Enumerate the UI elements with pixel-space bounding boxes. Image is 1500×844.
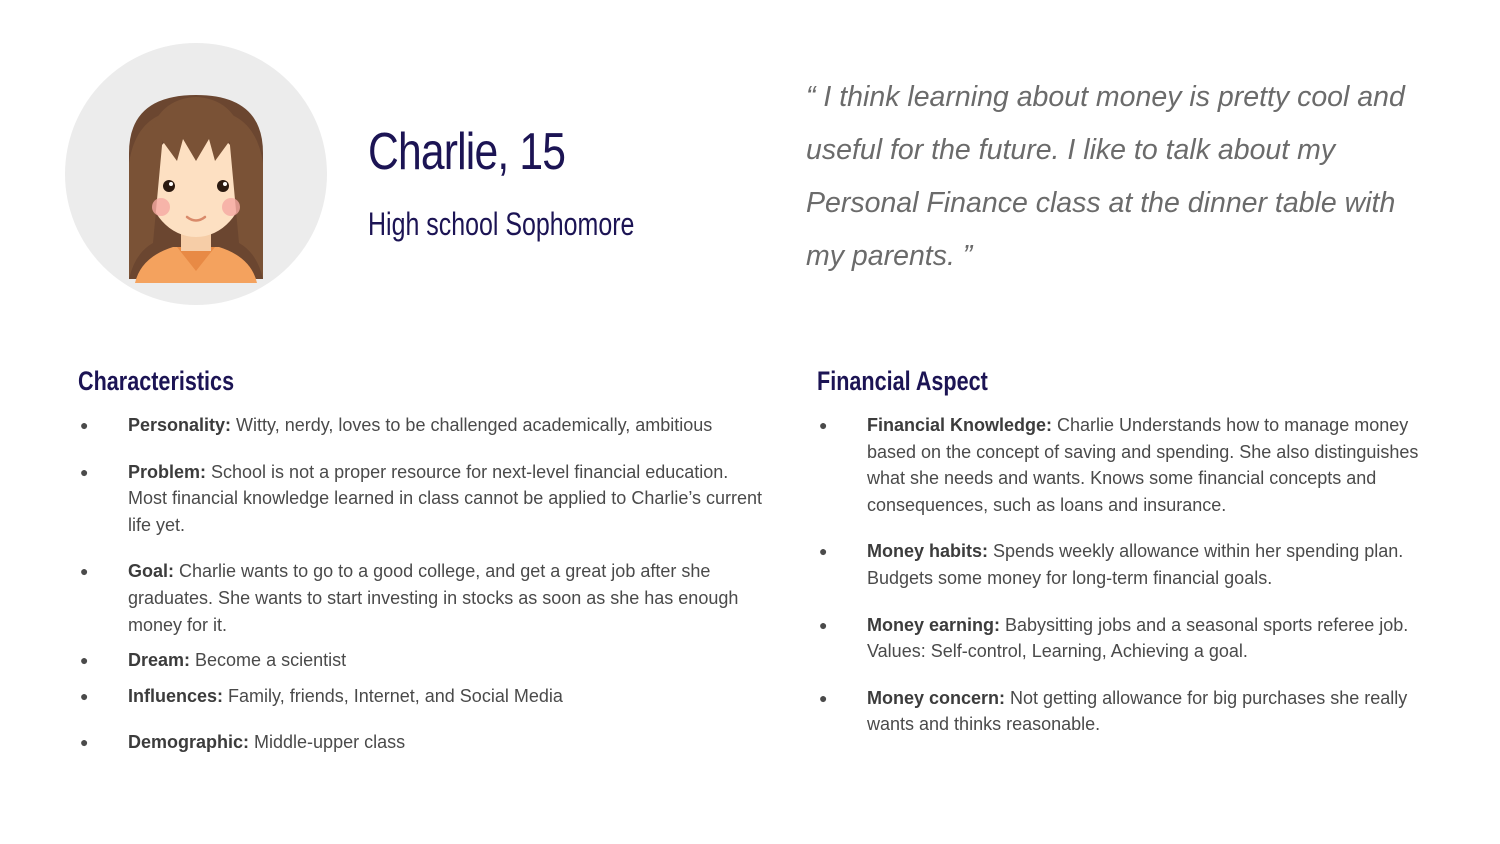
item-label: Financial Knowledge:	[867, 415, 1053, 435]
item-text: Charlie wants to go to a good college, and get a great job after she graduates. She wants to start investing in stocks as soon as she has enough money for it.	[128, 561, 739, 635]
list-item	[817, 538, 1457, 591]
bullet-icon: ●	[80, 687, 89, 704]
persona-quote: “ I think learning about money is pretty cool and useful for the future. I like to talk about my Personal Finance class at the dinner table with my parents. ”	[806, 81, 1405, 272]
financial-aspect-section	[817, 364, 1457, 738]
bullet-icon: ●	[80, 463, 89, 480]
list-item	[78, 647, 768, 674]
bullet-icon: ●	[80, 734, 89, 751]
item-text: Charlie Understands how to manage money based on the concept of saving and spending. She also distinguishes what she needs and wants. Knows some financial concepts and consequences, such as loans and insurance.	[867, 415, 1419, 515]
financial-aspect-list	[817, 412, 1457, 738]
item-text: Middle-upper class	[249, 732, 406, 753]
list-item	[78, 558, 768, 638]
avatar	[65, 43, 327, 305]
item-label: Demographic:	[128, 732, 250, 753]
bullet-icon: ●	[80, 417, 89, 433]
item-label: Personality:	[128, 415, 232, 435]
list-item	[817, 685, 1457, 738]
item-text: Spends weekly allowance within her spending plan. Budgets some money for long-term financial goals.	[867, 541, 1404, 588]
item-text: Babysitting jobs and a seasonal sports referee job. Values: Self-control, Learning, Achieving a goal.	[867, 614, 1409, 662]
persona-name: Charlie, 15	[368, 123, 566, 181]
item-text: Not getting allowance for big purchases she really wants and thinks reasonable.	[867, 687, 1408, 735]
characteristics-heading: Characteristics	[78, 366, 235, 396]
characteristics-section	[78, 364, 768, 756]
item-label: Problem:	[128, 461, 207, 482]
item-text: Become a scientist	[190, 650, 347, 671]
item-label: Money habits:	[867, 541, 989, 562]
list-item	[817, 612, 1457, 665]
financial-aspect-heading: Financial Aspect	[817, 366, 988, 396]
bullet-icon: ●	[819, 689, 828, 706]
item-label: Money earning:	[867, 614, 1001, 635]
bullet-icon: ●	[819, 543, 828, 560]
list-item	[78, 729, 768, 756]
characteristics-list	[78, 412, 768, 756]
item-label: Money concern:	[867, 687, 1006, 708]
list-item	[817, 412, 1457, 518]
list-item	[78, 412, 768, 439]
item-text: Witty, nerdy, loves to be challenged academically, ambitious	[231, 415, 713, 435]
item-label: Goal:	[128, 561, 175, 582]
bullet-icon: ●	[80, 652, 89, 669]
item-text: Family, friends, Internet, and Social Media	[223, 685, 563, 706]
bullet-icon: ●	[819, 616, 828, 633]
persona-role: High school Sophomore	[368, 206, 635, 242]
bullet-icon: ●	[80, 563, 89, 580]
item-label: Influences:	[128, 685, 224, 706]
list-item	[78, 459, 768, 539]
girl-avatar-icon	[65, 43, 327, 305]
bullet-icon: ●	[819, 417, 828, 433]
item-label: Dream:	[128, 650, 191, 671]
item-text: School is not a proper resource for next-level financial education. Most financial knowledge learned in class cannot be applied to Charlie’s current life yet.	[128, 461, 763, 535]
list-item	[78, 683, 768, 710]
